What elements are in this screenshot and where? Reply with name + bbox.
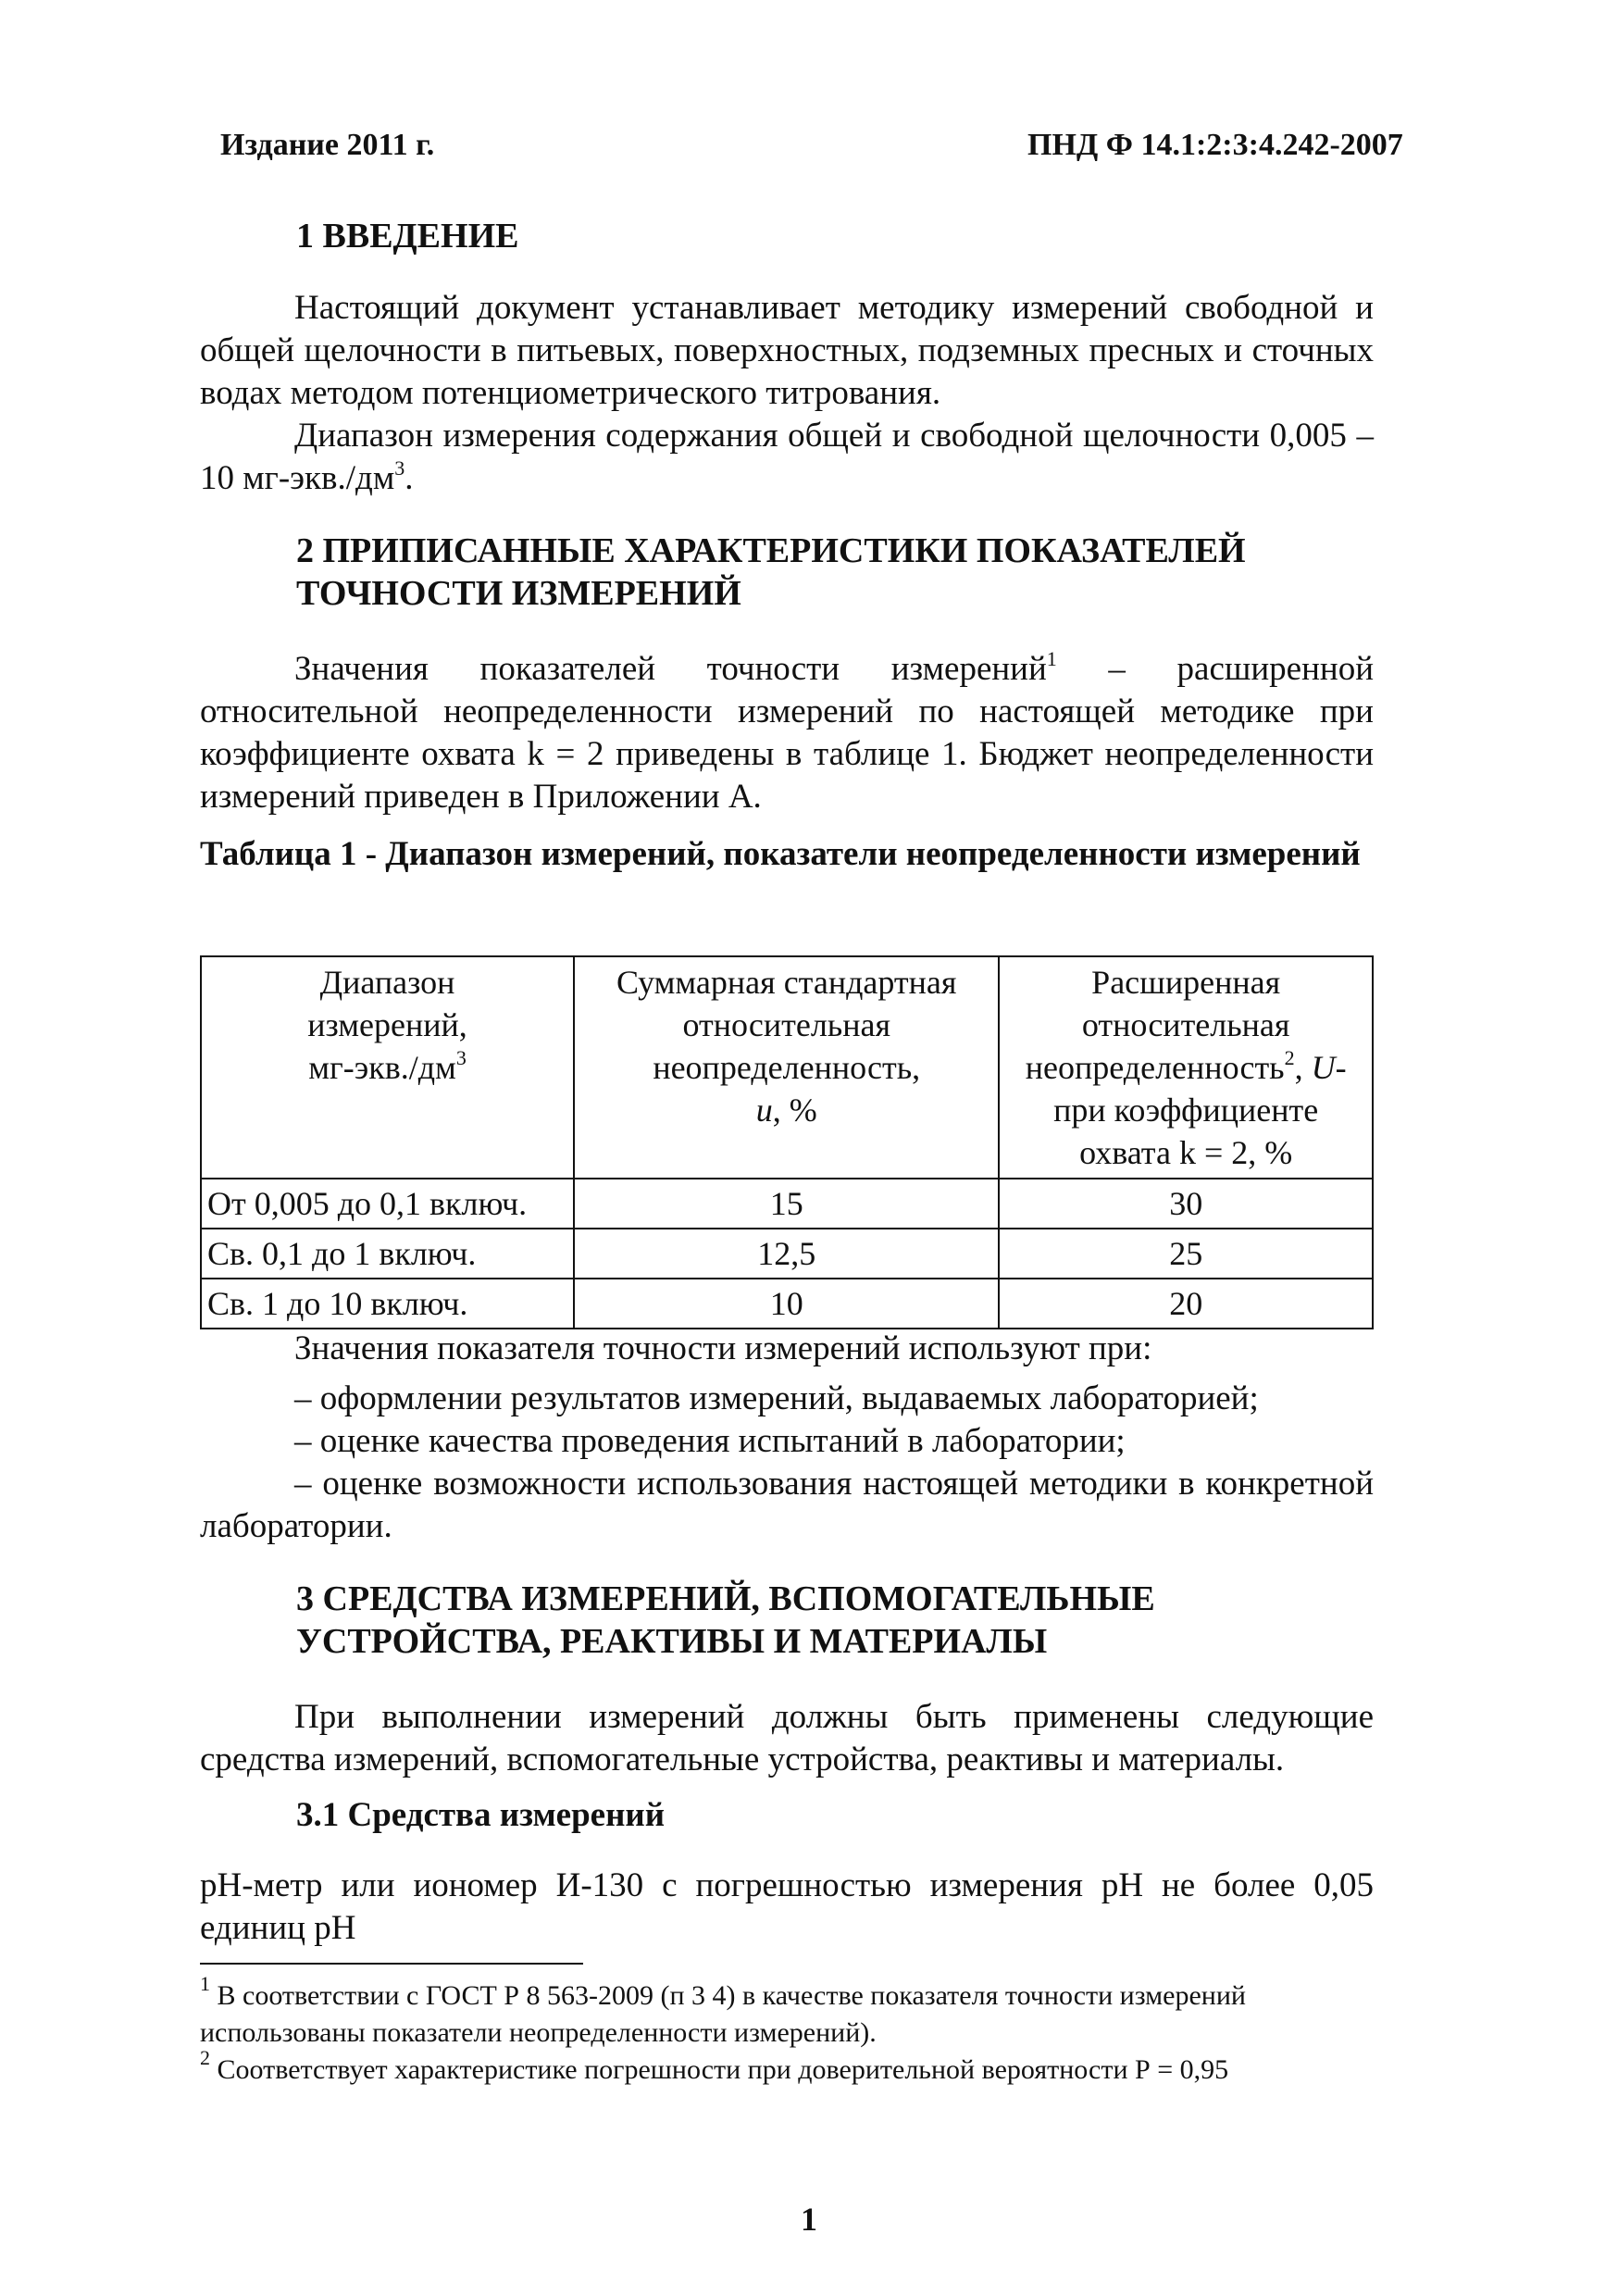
- table-row: [201, 1279, 1373, 1329]
- table-row: [201, 1229, 1373, 1279]
- footnote-2: [200, 2046, 1374, 2089]
- usage-intro: Значения показателя точности измерений используют при:: [294, 1329, 1152, 1367]
- col3-line3: неопределенность$^2$, U-: [1025, 1046, 1347, 1086]
- section3-title-line1: 3 СРЕДСТВА ИЗМЕРЕНИЙ, ВСПОМОГАТЕЛЬНЫЕ: [296, 1579, 1155, 1618]
- usage-list: [200, 1328, 1374, 1548]
- section3-para-text: При выполнении измерений должны быть применены следующие средства измерений, вспомогательные устройства, реактивы и материалы.: [200, 1698, 1374, 1778]
- section1-para2-text: Диапазон измерения содержания общей и свободной щелочности 0,005 – 10 мг-экв./дм: [200, 417, 1374, 497]
- col2-unit: , %: [772, 1092, 817, 1129]
- col3-line4: при коэффициенте: [1053, 1092, 1319, 1129]
- cell-U: 30: [999, 1179, 1373, 1229]
- col2-line2: относительная: [682, 1006, 890, 1043]
- cell-u: 10: [574, 1279, 999, 1329]
- col3-sup: 2: [1284, 1046, 1295, 1069]
- footnote-1-text: В соответствии с ГОСТ Р 8 563-2009 (п 3 4) в качестве показателя точности измерений использованы показатели неопределенности измерений).: [200, 1980, 1246, 2048]
- col1-unit: мг-экв./дм: [308, 1049, 456, 1086]
- footnote-2-mark: 2: [200, 2046, 210, 2069]
- list-item: – оформлении результатов измерений, выдаваемых лабораторией;: [294, 1379, 1259, 1417]
- section3-title-line2: УСТРОЙСТВА, РЕАКТИВЫ И МАТЕРИАЛЫ: [296, 1622, 1048, 1661]
- cell-U: 25: [999, 1229, 1373, 1279]
- footnote-separator: [200, 1963, 583, 1965]
- footnotes: [200, 1972, 1374, 2089]
- col-header-range: [201, 956, 574, 1179]
- section3-title: [296, 1578, 1155, 1663]
- table1-caption: Таблица 1 - Диапазон измерений, показатели неопределенности измерений: [200, 835, 1361, 873]
- col-header-standard-uncertainty: [574, 956, 999, 1179]
- section3-para: [200, 1696, 1374, 1781]
- col3-text: неопределенность: [1025, 1049, 1285, 1086]
- section2-title: [296, 530, 1246, 615]
- cell-u: 12,5: [574, 1229, 999, 1279]
- col3-line1: Расширенная: [1091, 964, 1281, 1001]
- col3-var: U: [1311, 1049, 1336, 1086]
- uncertainty-table: [200, 955, 1374, 1329]
- section2-title-line2: ТОЧНОСТИ ИЗМЕРЕНИЙ: [296, 574, 741, 613]
- cell-U: 20: [999, 1279, 1373, 1329]
- section2-para-start: Значения показателей точности измерений: [294, 650, 1047, 688]
- section2-para: [200, 648, 1374, 818]
- section3-1-para: [200, 1865, 1374, 1950]
- cell-range: Св. 0,1 до 1 включ.: [201, 1229, 574, 1279]
- cell-u: 15: [574, 1179, 999, 1229]
- footnote-1-mark: 1: [200, 1972, 210, 1995]
- table-header-row: [201, 956, 1373, 1179]
- section2-para-rest: – расширенной относительной неопределенности измерений по настоящей методике при коэффициенте охвата k = 2 приведены в таблице 1. Бюджет неопределенности измерений приведен в Приложении А.: [200, 650, 1374, 816]
- page-number: 1: [801, 2201, 817, 2238]
- table-row: [201, 1179, 1373, 1229]
- cell-range: Св. 1 до 10 включ.: [201, 1279, 574, 1329]
- col1-sup: 3: [455, 1046, 467, 1069]
- list-item: – оценке возможности использования настоящей методики в конкретной лаборатории.: [200, 1465, 1374, 1545]
- section3-1-title: 3.1 Средства измерений: [296, 1796, 666, 1834]
- col-header-expanded-uncertainty: [999, 956, 1373, 1179]
- edition-label: Издание 2011 г.: [220, 128, 435, 162]
- section1-body: [200, 287, 1374, 500]
- section1-para2-end: .: [404, 459, 414, 497]
- col2-var: u: [755, 1092, 773, 1129]
- col1-line3: [207, 1046, 567, 1089]
- col1-line2: измерений,: [307, 1006, 467, 1043]
- col2-line3: неопределенность,: [653, 1049, 921, 1086]
- cell-range: От 0,005 до 0,1 включ.: [201, 1179, 574, 1229]
- col1-line1: Диапазон: [319, 964, 455, 1001]
- section2-title-line1: 2 ПРИПИСАННЫЕ ХАРАКТЕРИСТИКИ ПОКАЗАТЕЛЕЙ: [296, 531, 1246, 570]
- document-code: ПНД Ф 14.1:2:3:4.242-2007: [1027, 128, 1403, 162]
- footnote-2-text: Соответствует характеристике погрешности при доверительной вероятности Р = 0,95: [210, 2054, 1229, 2085]
- section2-para-sup: 1: [1046, 647, 1057, 670]
- footnote-1: [200, 1972, 1374, 2052]
- col2-line1: Суммарная стандартная: [616, 964, 957, 1001]
- section1-para2-sup: 3: [394, 456, 405, 480]
- section1-title: 1 ВВЕДЕНИЕ: [296, 217, 519, 256]
- col3-comma: ,: [1294, 1049, 1312, 1086]
- col3-line5: охвата k = 2, %: [1079, 1134, 1293, 1171]
- col3-line2: относительная: [1081, 1006, 1290, 1043]
- list-item: – оценке качества проведения испытаний в лаборатории;: [294, 1422, 1126, 1460]
- section1-para1: Настоящий документ устанавливает методику измерений свободной и общей щелочности в питьевых, поверхностных, подземных пресных и сточных водах методом потенциометрического титрования.: [200, 289, 1374, 412]
- section1-para2: [200, 415, 1374, 500]
- section3-1-para-text: рН-метр или иономер И-130 с погрешностью измерения рН не более 0,05 единиц рН: [200, 1866, 1374, 1947]
- col2-line4: [580, 1089, 992, 1131]
